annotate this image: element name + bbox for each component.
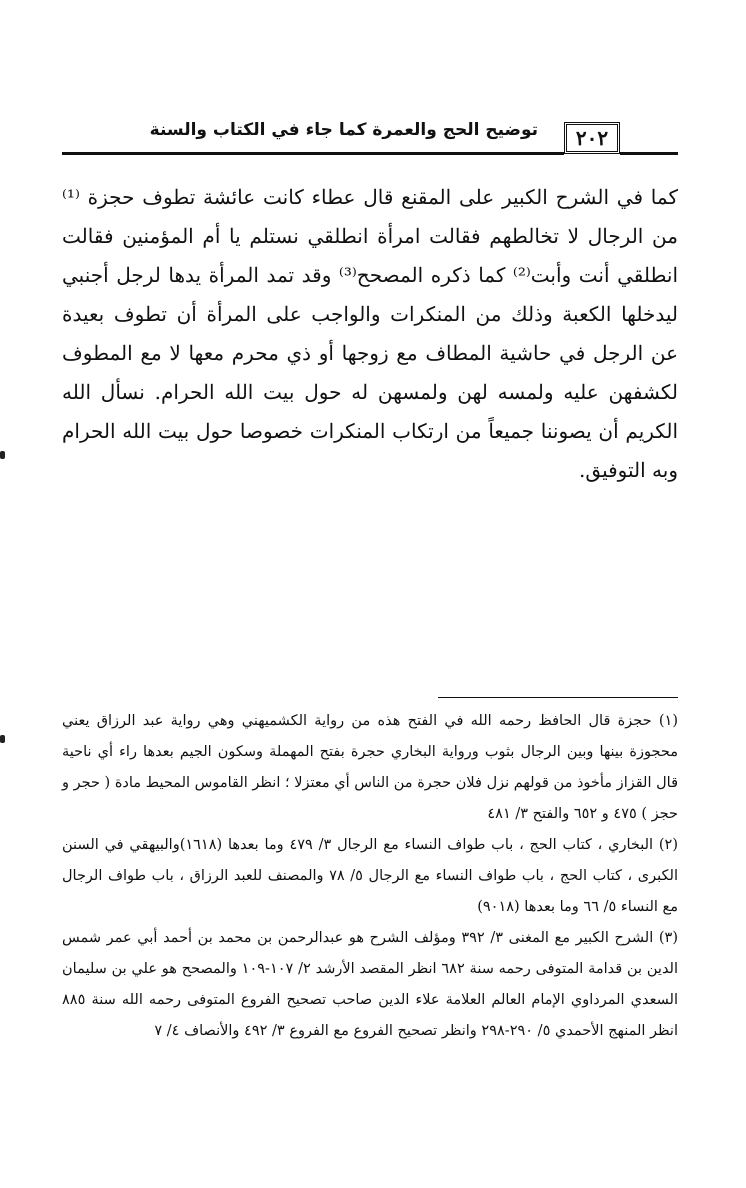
header-rule-left	[62, 152, 564, 155]
footnote	[62, 830, 678, 923]
running-header	[62, 118, 678, 160]
footnotes	[62, 706, 678, 1047]
footnote-text: البخاري ، كتاب الحج ، باب طواف النساء مع الرجال ٣/ ٤٧٩ وما بعدها (١٦١٨)والبيهقي في السنن الكبرى ، كتاب الحج ، باب طواف النساء مع الرجال ٥/ ٧٨ والمصنف للعبد الرزاق ، باب طواف الرجال مع النساء ٥/ ٦٦ وما بعدها (٩٠١٨)	[62, 837, 678, 915]
footnote-text: حجزة قال الحافظ رحمه الله في الفتح هذه من رواية الكشميهني وهي رواية عبد الرزاق يعني محجوزة بينها وبين الرجال بثوب ورواية البخاري حجرة بفتح المهملة وسكون الجيم بعدها راء أي ناحية قال القزاز مأخوذ من قولهم نزل فلان حجرة من الناس أي معتزلا ؛ انظر القاموس المحيط مادة ( حجر و حجز ) ٤٧٥ و ٦٥٢ والفتح ٣/ ٤٨١	[62, 713, 678, 822]
footnote	[62, 706, 678, 830]
footnote-number: (٣)	[658, 930, 679, 946]
scan-mark	[0, 735, 5, 743]
body-text	[62, 178, 678, 490]
scan-mark	[0, 451, 5, 459]
footnote-text: الشرح الكبير مع المغنى ٣/ ٣٩٢ ومؤلف الشرح هو عبدالرحمن بن محمد بن أحمد أبي عمر شمس الدين بن قدامة المتوفى رحمه سنة ٦٨٢ انظر المقصد الأرشد ٢/ ١٠٧-١٠٩ والمصحح هو علي بن سليمان السعدي المرداوي الإمام العالم العلامة علاء الدين صاحب تصحيح الفروع المتوفى رحمه الله سنة ٨٨٥ انظر المنهج الأحمدي ٥/ ٢٩٠-٢٩٨ وانظر تصحيح الفروع مع الفروع ٣/ ٤٩٢ والأنصاف ٤/ ٧	[62, 930, 678, 1039]
footnote	[62, 923, 678, 1047]
page-number: ٢٠٢	[564, 122, 620, 154]
footnote-number: (١)	[658, 713, 678, 729]
body-paragraph: كما في الشرح الكبير على المقنع قال عطاء كانت عائشة تطوف حجزة ⁽¹⁾ من الرجال لا تخالطهم فقالت امرأة انطلقي نستلم يا أم المؤمنين فقالت انطلقي أنت وأبت⁽²⁾ كما ذكره المصحح⁽³⁾ وقد تمد المرأة يدها لرجل أجنبي ليدخلها الكعبة وذلك من المنكرات والواجب على المرأة أن تطوف بعيدة عن الرجل في حاشية المطاف مع زوجها أو ذي محرم معها لا مع المطوف لكشفهن عليه ولمسه لهن ولمسهن له حول بيت الله الحرام. نسأل الله الكريم أن يصوننا جميعاً من ارتكاب المنكرات خصوصا حول بيت الله الحرام وبه التوفيق.	[62, 185, 679, 482]
footnote-separator	[438, 697, 678, 698]
header-rule-right	[620, 152, 678, 155]
footnote-number: (٢)	[658, 837, 678, 853]
header-title: توضيح الحج والعمرة كما جاء في الكتاب والسنة	[149, 120, 538, 140]
